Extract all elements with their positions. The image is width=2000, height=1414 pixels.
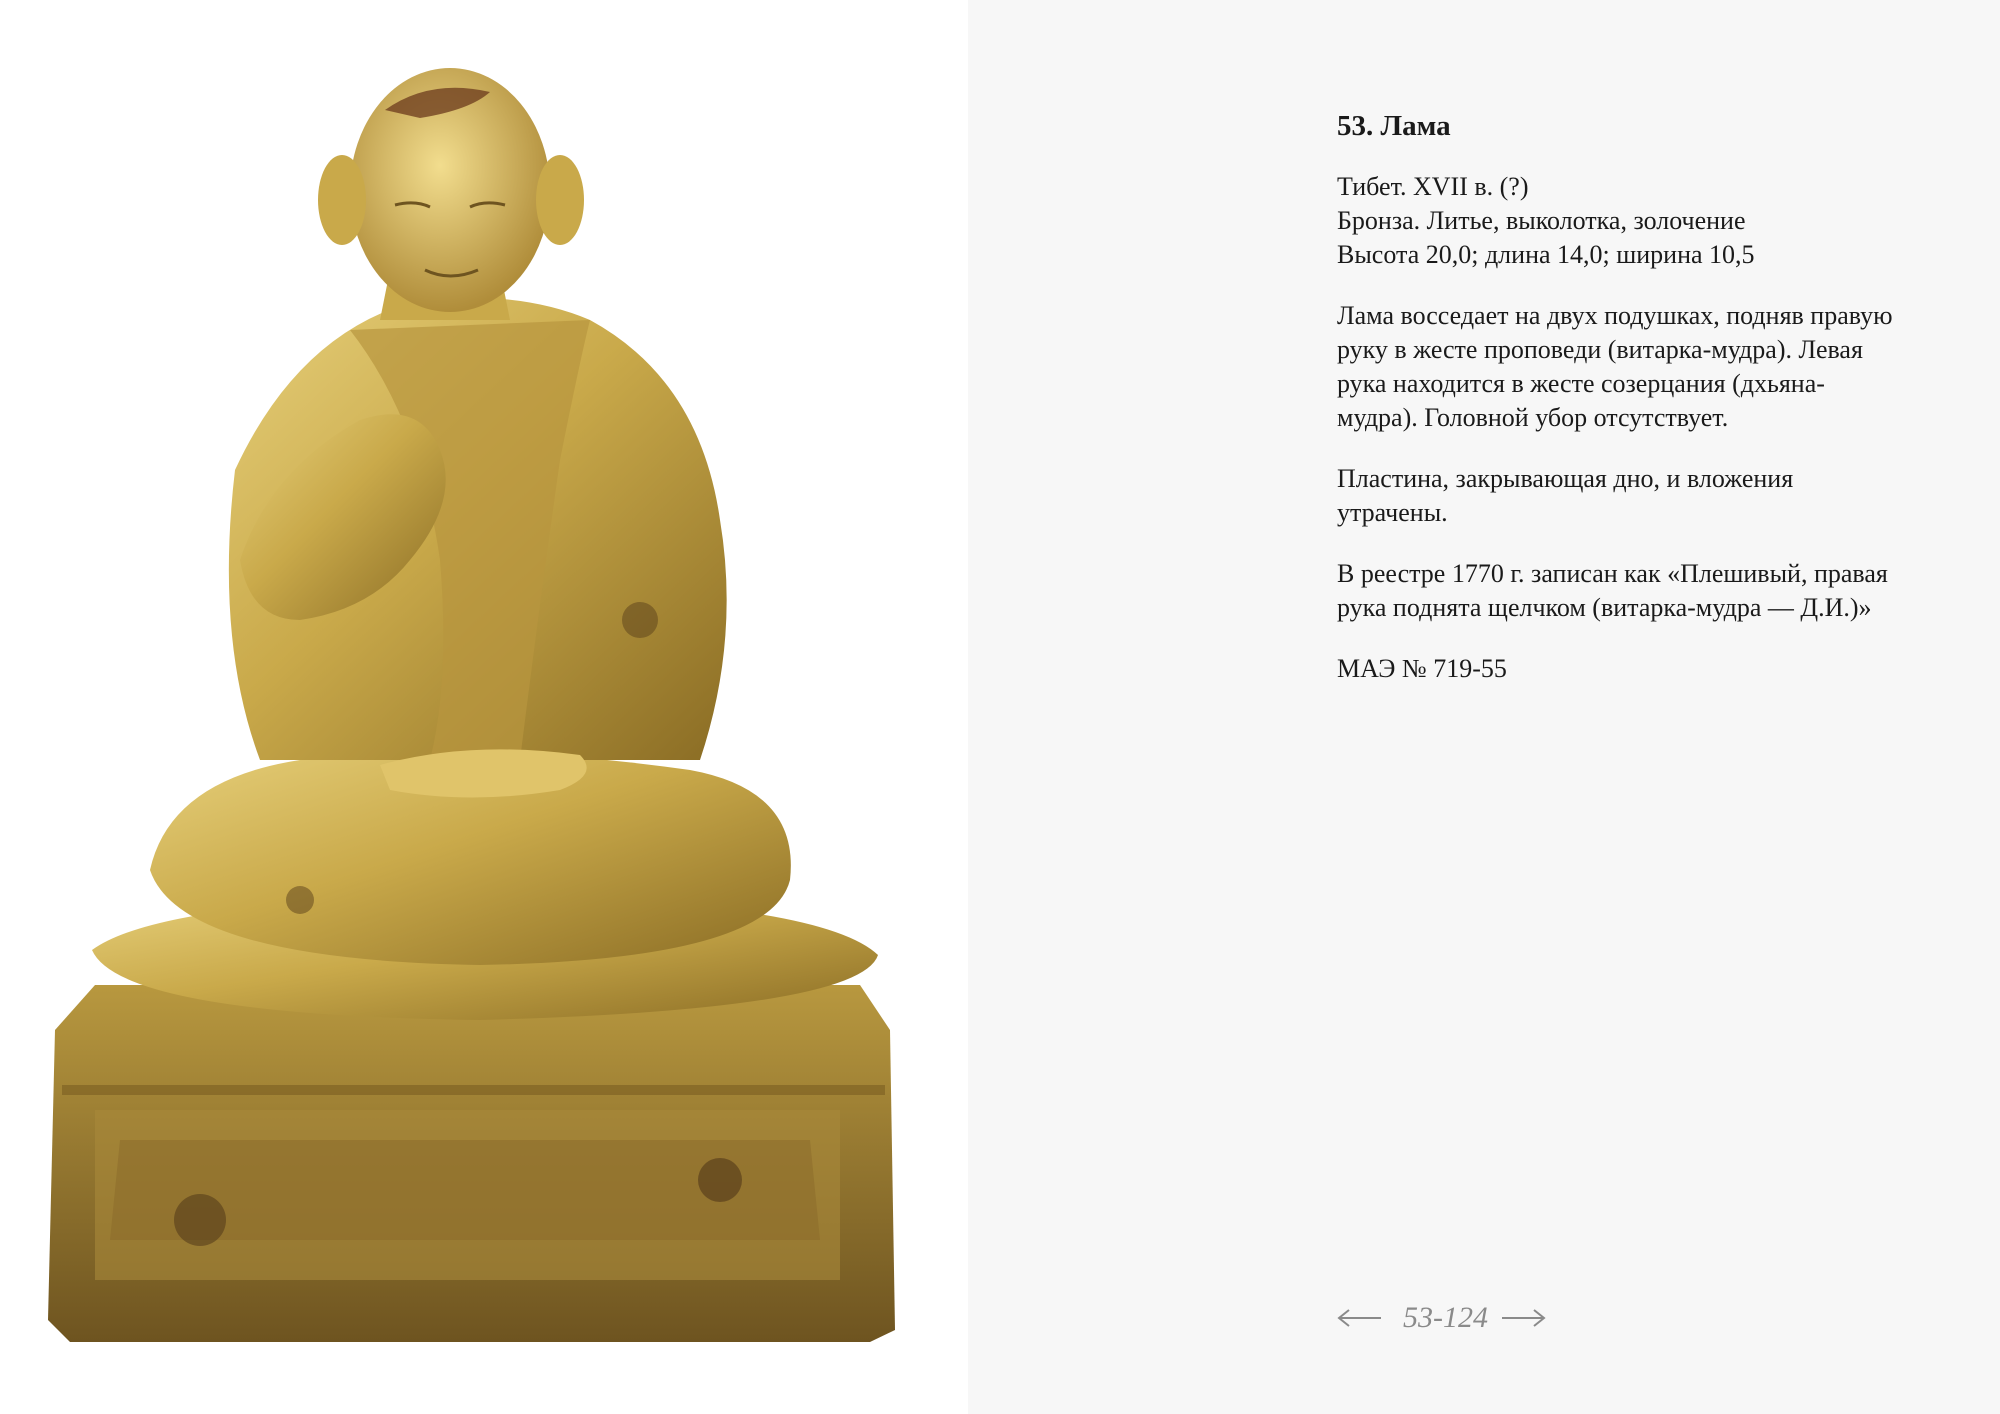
arrow-right-icon[interactable] xyxy=(1500,1308,1546,1328)
meta-origin: Тибет. XVII в. (?) xyxy=(1337,172,1529,201)
entry-registry-note: В реестре 1770 г. записан как «Плешивый, правая рука поднята щелчком (витарка-мудра — Д.И.)» xyxy=(1337,559,1888,622)
entry-condition: Пластина, закрывающая дно, и вложения утрачены. xyxy=(1337,464,1794,527)
arrow-left-icon[interactable] xyxy=(1337,1308,1383,1328)
page-number: 53-124 xyxy=(1403,1301,1488,1334)
meta-material: Бронза. Литье, выколотка, золочение xyxy=(1337,206,1746,235)
left-page xyxy=(0,0,968,1414)
lama-statue-photo xyxy=(0,0,968,1414)
entry-title: 53. Лама xyxy=(1337,110,1451,142)
catalog-entry xyxy=(1337,108,1897,713)
entry-description: Лама восседает на двух подушках, подняв правую руку в жесте проповеди (витарка-мудра). Левая рука находится в жесте созерцания (дхьяна-мудра). Головной убор отсутствует. xyxy=(1337,301,1893,432)
entry-meta xyxy=(1337,170,1897,272)
right-page xyxy=(968,0,2000,1414)
page-navigation xyxy=(1337,1298,1546,1338)
entry-inventory-number: МАЭ № 719-55 xyxy=(1337,654,1507,683)
meta-dimensions: Высота 20,0; длина 14,0; ширина 10,5 xyxy=(1337,240,1755,269)
